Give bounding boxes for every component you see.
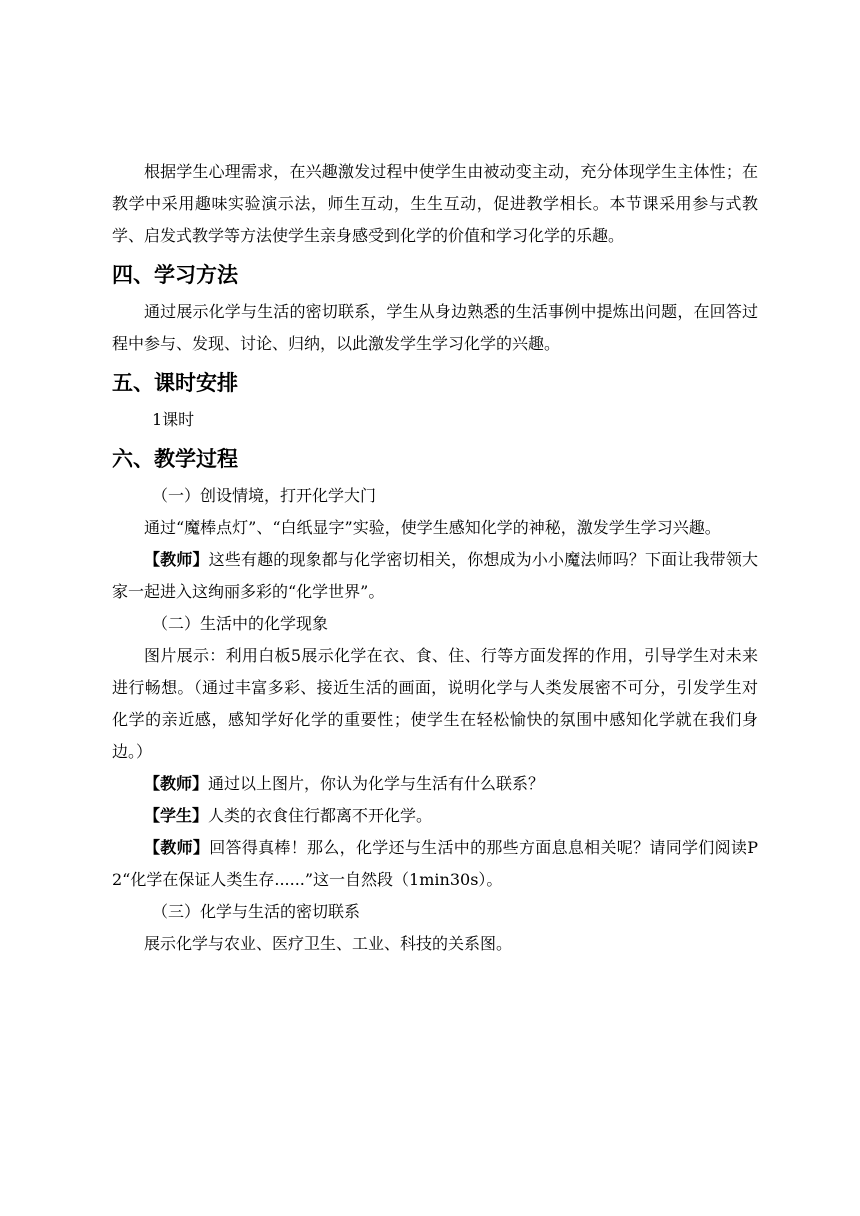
class-hours-paragraph: 1课时 bbox=[152, 410, 195, 429]
section-heading-teaching-process: 六、教学过程 bbox=[112, 447, 238, 471]
teacher-dialogue-1 bbox=[112, 544, 758, 608]
subsection-1-paragraph: 通过“魔棒点灯”、“白纸显字”实验，使学生感知化学的神秘，激发学生学习兴趣。 bbox=[144, 518, 721, 537]
student-dialogue-1-text: 人类的衣食住行都离不开化学。 bbox=[208, 806, 433, 825]
teacher-dialogue-3-text: 回答得真棒！那么，化学还与生活中的那些方面息息相关呢？请同学们阅读P2“化学在保证人类生存......”这一自然段（1min30s）。 bbox=[112, 838, 758, 889]
teacher-dialogue-1-text: 这些有趣的现象都与化学密切相关，你想成为小小魔法师吗？下面让我带领大家一起进入这绚丽多彩的“化学世界”。 bbox=[112, 550, 758, 601]
teacher-tag: 【教师】 bbox=[144, 550, 209, 569]
teacher-dialogue-2 bbox=[112, 768, 758, 800]
subsection-3-paragraph: 展示化学与农业、医疗卫生、工业、科技的关系图。 bbox=[144, 934, 513, 953]
intro-paragraph: 根据学生心理需求，在兴趣激发过程中使学生由被动变主动，充分体现学生主体性；在教学中采用趣味实验演示法，师生互动，生生互动，促进教学相长。本节课采用参与式教学、启发式教学等方法使学生亲身感受到化学的价值和学习化学的乐趣。 bbox=[112, 162, 758, 245]
subsection-2-paragraph: 图片展示：利用白板5展示化学在衣、食、住、行等方面发挥的作用，引导学生对未来进行畅想。（通过丰富多彩、接近生活的画面，说明化学与人类发展密不可分，引发学生对化学的亲近感，感知学好化学的重要性；使学生在轻松愉快的氛围中感知化学就在我们身边。） bbox=[112, 646, 758, 761]
teacher-tag: 【教师】 bbox=[144, 838, 210, 857]
teacher-dialogue-3 bbox=[112, 832, 758, 896]
document-body bbox=[112, 156, 758, 960]
subsection-heading-3: （三）化学与生活的密切联系 bbox=[152, 902, 361, 921]
student-dialogue-1 bbox=[112, 800, 758, 832]
teacher-tag: 【教师】 bbox=[144, 774, 209, 793]
subsection-heading-2: （二）生活中的化学现象 bbox=[152, 614, 329, 633]
section-heading-class-hours: 五、课时安排 bbox=[112, 371, 238, 395]
teacher-dialogue-2-text: 通过以上图片，你认为化学与生活有什么联系？ bbox=[208, 774, 545, 793]
section-heading-learning-method: 四、学习方法 bbox=[112, 263, 238, 287]
subsection-heading-1: （一）创设情境，打开化学大门 bbox=[152, 486, 377, 505]
learning-method-paragraph: 通过展示化学与生活的密切联系，学生从身边熟悉的生活事例中提炼出问题，在回答过程中参与、发现、讨论、归纳，以此激发学生学习化学的兴趣。 bbox=[112, 302, 758, 353]
student-tag: 【学生】 bbox=[144, 806, 209, 825]
